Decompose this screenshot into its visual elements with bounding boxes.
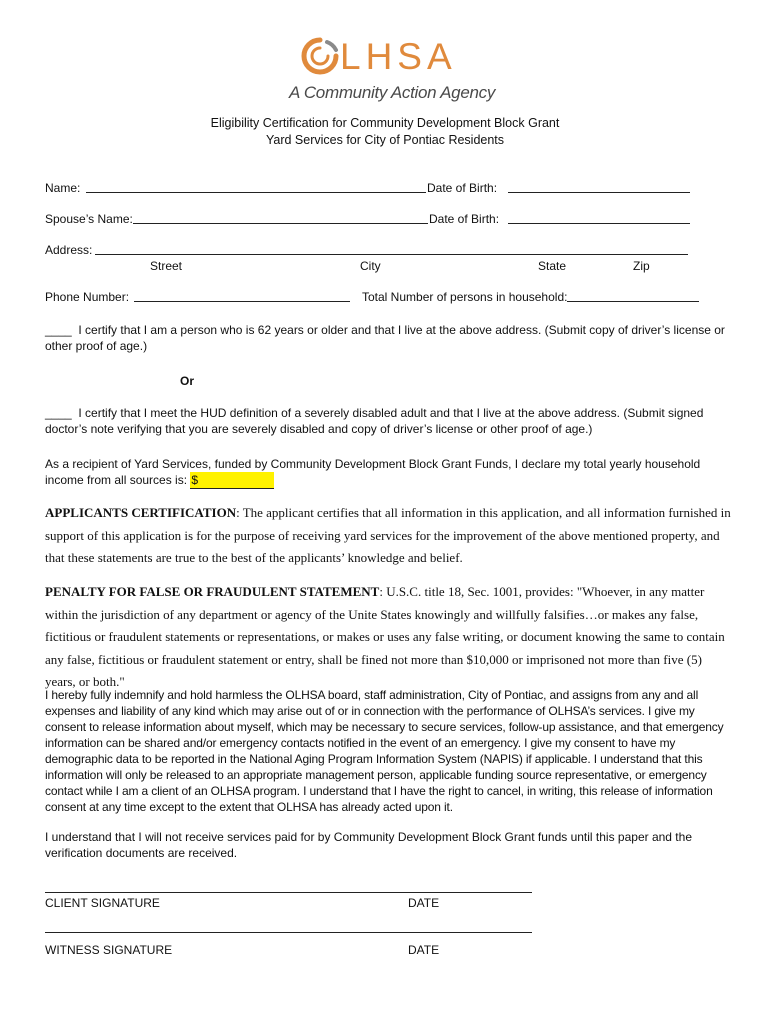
applicants-cert-heading: APPLICANTS CERTIFICATION xyxy=(45,505,237,520)
witness-signature-line[interactable] xyxy=(45,932,532,933)
form-title-line1: Eligibility Certification for Community Development Block Grant xyxy=(210,116,560,130)
certify-age-paragraph xyxy=(45,322,725,354)
address-field[interactable] xyxy=(95,254,688,255)
name-label: Name: xyxy=(45,181,81,195)
witness-signature-label: WITNESS SIGNATURE xyxy=(45,943,173,957)
dob-field[interactable] xyxy=(508,192,690,193)
city-sublabel: City xyxy=(360,259,381,273)
witness-date-label: DATE xyxy=(408,943,440,957)
or-separator: Or xyxy=(180,374,195,388)
street-sublabel: Street xyxy=(150,259,183,273)
household-count-field[interactable] xyxy=(567,301,699,302)
client-signature-label: CLIENT SIGNATURE xyxy=(45,896,160,910)
olhsa-logo xyxy=(289,34,500,104)
certify-disabled-text: I certify that I meet the HUD definition of a severely disabled adult and that I live at the above address. (Submit signed doctor’s note verifying that you are severely disabled and copy of driver’s license or other proof of age.) xyxy=(45,406,704,436)
penalty-text: : U.S.C. title 18, Sec. 1001, provides: "Whoever, in any matter within the jurisdiction of any department or agency of the Unite States knowingly and willfully falsifies…or makes any false, fictitious or fraudulent statements or representations, or makes or uses any false writing, or document knowing the same to contain any false, fictitious or fraudulent statement or entry, shall be fined not more than $10,000 or imprisoned not more than five (5) years, or both." xyxy=(45,584,725,689)
address-label: Address: xyxy=(45,243,93,257)
income-amount-field[interactable] xyxy=(190,472,274,489)
dob-label: Date of Birth: xyxy=(427,181,498,195)
zip-sublabel: Zip xyxy=(633,259,650,273)
spouse-dob-field[interactable] xyxy=(508,223,690,224)
logo-brand-text: LHSA xyxy=(340,36,457,77)
logo-tagline: A Community Action Agency xyxy=(289,83,496,102)
penalty-statement xyxy=(45,581,735,694)
form-title-line2: Yard Services for City of Pontiac Residents xyxy=(265,133,505,147)
understand-paragraph: I understand that I will not receive services paid for by Community Development Block Grant funds until this paper and the verification documents are received. xyxy=(45,830,692,860)
income-paragraph xyxy=(45,456,725,489)
spouse-name-label: Spouse’s Name: xyxy=(45,212,133,226)
applicants-cert-text: : The applicant certifies that all information in this application, and all information furnished in support of this application is for the purpose of receiving yard services for the improvement of the above mentioned property, and that these statements are true to the best of the applicants’ knowledge and belief. xyxy=(45,505,731,565)
olhsa-swirl-icon xyxy=(300,36,340,76)
phone-label: Phone Number: xyxy=(45,290,130,304)
household-label: Total Number of persons in household: xyxy=(362,290,568,304)
certify-disabled-paragraph xyxy=(45,405,725,437)
client-date-label: DATE xyxy=(408,896,440,910)
applicants-certification xyxy=(45,502,735,570)
penalty-heading: PENALTY FOR FALSE OR FRAUDULENT STATEMENT xyxy=(45,584,380,599)
certify-age-text: I certify that I am a person who is 62 years or older and that I live at the above address. (Submit copy of driver’s license or other proof of age.) xyxy=(45,323,725,353)
state-sublabel: State xyxy=(538,259,567,273)
income-currency: $ xyxy=(191,473,199,487)
certify-disabled-blank[interactable]: ____ xyxy=(45,406,72,420)
certify-age-blank[interactable]: ____ xyxy=(45,323,72,337)
indemnify-paragraph: I hereby fully indemnify and hold harmless the OLHSA board, staff administration, City of Pontiac, and assigns from any and all expenses and liability of any kind which may arise out of or in connection with the performance of OLHSA’s services. I give my consent to release information about myself, which may be necessary to secure services, follow-up assistance, and that emergency information can be shared and/or emergency contacts notified in the event of an emergency. I give my consent to have my demographic data to be reported in the National Aging Program Information System (NAPIS) if applicable. I understand that this information will only be released to an appropriate management person, applicable funding source representative, or emergency contact while I am a client of an OLHSA program. I understand that I have the right to cancel, in writing, this release of information consent at any time except to the extent that OLHSA has already acted upon it. xyxy=(45,688,724,814)
spouse-name-field[interactable] xyxy=(133,223,428,224)
income-text: As a recipient of Yard Services, funded by Community Development Block Grant Funds, I declare my total yearly household income from all sources is: xyxy=(45,457,701,487)
spouse-dob-label: Date of Birth: xyxy=(429,212,500,226)
phone-field[interactable] xyxy=(134,301,350,302)
name-field[interactable] xyxy=(86,192,426,193)
client-signature-line[interactable] xyxy=(45,892,532,893)
